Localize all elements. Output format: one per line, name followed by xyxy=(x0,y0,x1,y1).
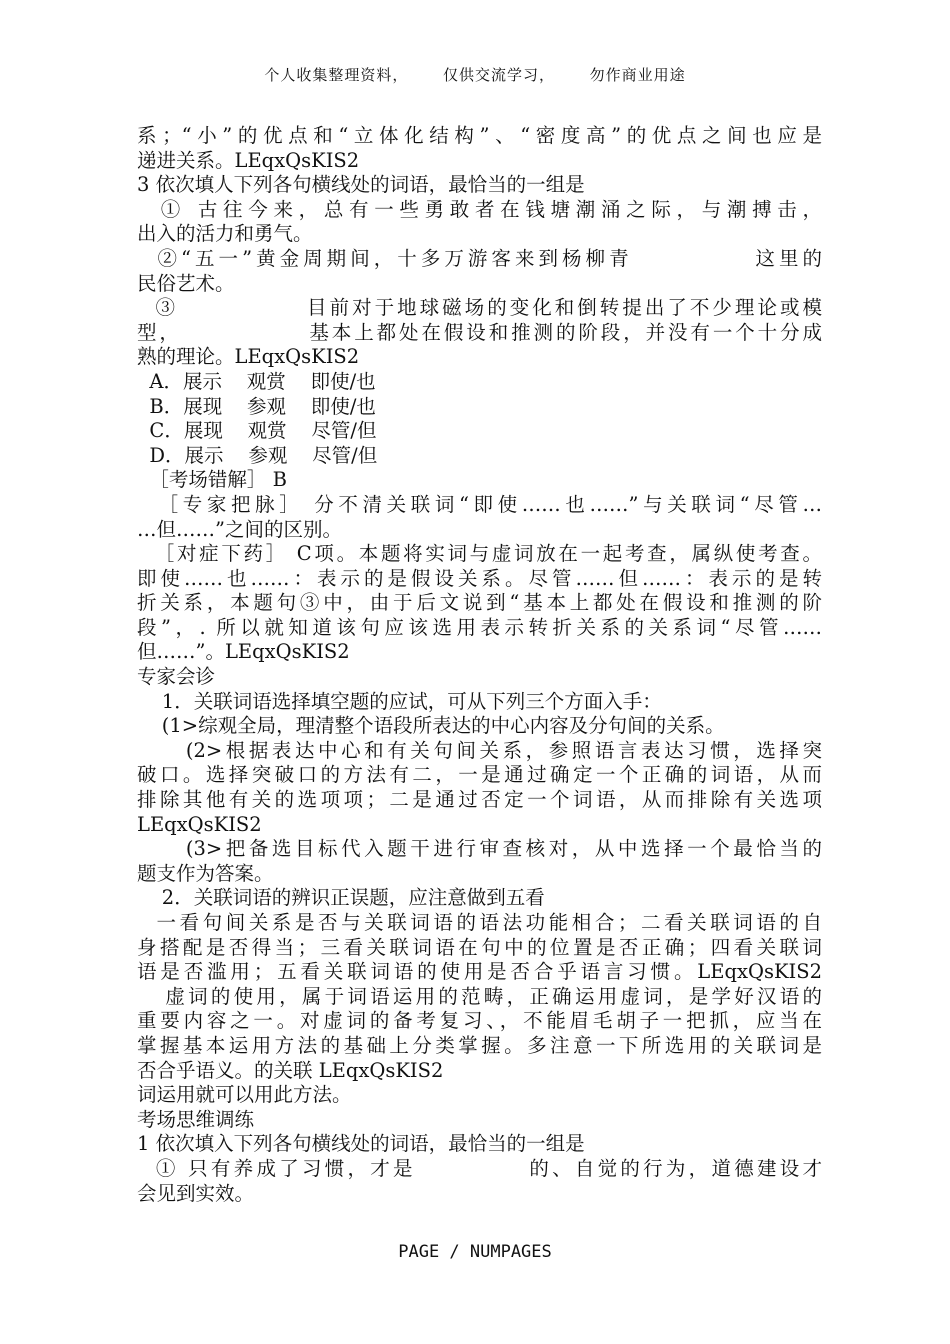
text-line: 型， 基本上都处在假设和推测的阶段，并没有一个十分成 xyxy=(137,320,822,344)
text-line: (1>综观全局，理清整个语段所表达的中心内容及分句间的关系。 xyxy=(137,714,725,738)
text-line: ②“五一”黄金周期间，十多万游客来到杨柳青 这里的 xyxy=(137,246,822,270)
text-line: 2．关联词语的辨识正误题，应注意做到五看 xyxy=(137,886,545,910)
text-line: C．展现 观赏 尽管/但 xyxy=(137,419,377,443)
text-line: 一看句间关系是否与关联词语的语法功能相合；二看关联词语的自 xyxy=(137,911,822,934)
text-line: ［专家把脉］ 分不清关联词“即使……也……”与关联词“尽管… xyxy=(137,492,822,516)
text-line: 语是否滥用；五看关联词语的使用是否合乎语言习惯。LEqxQsKIS2 xyxy=(137,960,822,984)
text-line: B．展现 参观 即使/也 xyxy=(137,394,376,418)
text-line: ① 只有养成了习惯，才是 的、自觉的行为，道德建设才 xyxy=(137,1156,822,1180)
text-line: (2>根据表达中心和有关句间关系，参照语言表达习惯，选择突 xyxy=(137,738,822,762)
text-line: ［对症下药］ C项。本题将实词与虚词放在一起考查，属纵使考查。 xyxy=(137,542,822,566)
text-line: D．展示 参观 尽管/但 xyxy=(137,443,378,467)
text-line: ［考场错解］ B xyxy=(137,468,287,492)
text-line: 排除其他有关的选项项；二是通过否定一个词语，从而排除有关选项 xyxy=(137,788,822,812)
text-line: 系；“小”的优点和“立体化结构”、“密度高”的优点之间也应是 xyxy=(137,124,822,147)
text-line: 否合乎语义。的关联 LEqxQsKIS2 xyxy=(137,1058,444,1082)
text-line: 会见到实效。 xyxy=(137,1181,255,1205)
text-line: (3>把备选目标代入题干进行审查核对，从中选择一个最恰当的 xyxy=(137,837,822,861)
text-line: 但……”。LEqxQsKIS2 xyxy=(137,640,350,664)
text-line: 1 依次填入下列各句横线处的词语，最恰当的一组是 xyxy=(137,1132,585,1156)
text-line: 掌握基本运用方法的基础上分类掌握。多注意一下所选用的关联词是 xyxy=(137,1033,822,1057)
text-line: 虚词的使用，属于词语运用的范畴，正确运用虚词，是学好汉语的 xyxy=(137,984,822,1008)
text-line: …但……”之间的区别。 xyxy=(137,517,342,541)
text-line: 重要内容之一。对虚词的备考复习、，不能眉毛胡子一把抓，应当在 xyxy=(137,1009,822,1033)
text-line: 出入的活力和勇气。 xyxy=(137,222,313,246)
text-line: 专家会诊 xyxy=(137,665,216,689)
text-line: ① 古往今来，总有一些勇敢者在钱塘潮涌之际，与潮搏击， xyxy=(137,197,822,221)
text-line: 递进关系。LEqxQsKIS2 xyxy=(137,148,360,172)
text-line: 题支作为答案。 xyxy=(137,861,274,885)
text-line: 折关系，本题句③中，由于后文说到“基本上都处在假设和推测的阶 xyxy=(137,591,822,615)
page-header: 个人收集整理资料， 仅供交流学习， 勿作商业用途 xyxy=(264,66,686,84)
text-line: ③ 目前对于地球磁场的变化和倒转提出了不少理论或模 xyxy=(137,296,822,320)
text-line: LEqxQsKIS2 xyxy=(137,812,262,836)
page-footer: PAGE / NUMPAGES xyxy=(398,1242,552,1262)
text-line: 3 依次填人下列各句横线处的词语，最恰当的一组是 xyxy=(137,173,585,197)
text-line: 1．关联词语选择填空题的应试，可从下列三个方面入手： xyxy=(137,689,662,713)
text-line: 即使……也……：表示的是假设关系。尽管……但……：表示的是转 xyxy=(137,566,822,590)
text-line: 熟的理论。LEqxQsKIS2 xyxy=(137,345,360,369)
text-line: 段”，. 所以就知道该句应该选用表示转折关系的关系词“尽管…… xyxy=(137,615,822,639)
text-line: 民俗艺术。 xyxy=(137,271,235,295)
text-line: A．展示 观赏 即使/也 xyxy=(137,369,376,393)
text-line: 考场思维调练 xyxy=(137,1107,255,1131)
document-body xyxy=(137,124,822,1206)
text-line: 破口。选择突破口的方法有二，一是通过确定一个正确的词语，从而 xyxy=(137,763,822,787)
text-line: 词运用就可以用此方法。 xyxy=(137,1083,352,1107)
text-line: 身搭配是否得当；三看关联词语在句中的位置是否正确；四看关联词 xyxy=(137,935,822,959)
